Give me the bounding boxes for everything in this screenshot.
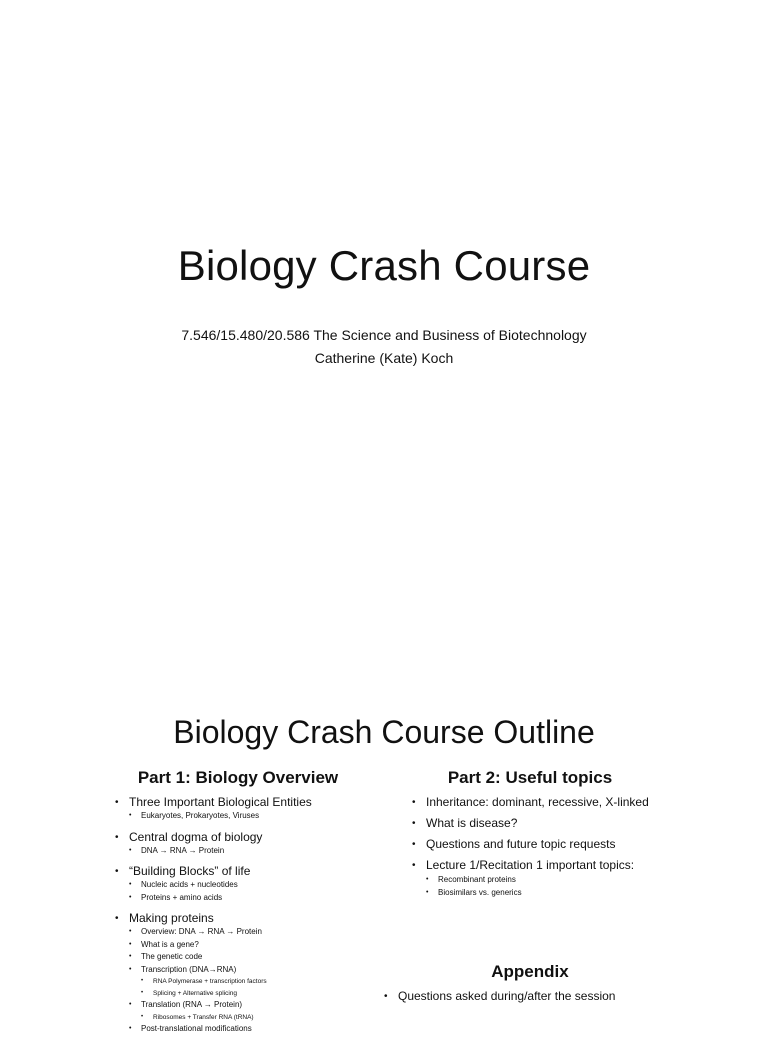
list-item: • Recombinant proteins	[426, 874, 712, 887]
part2-heading: Part 2: Useful topics	[447, 768, 613, 787]
list-item: • Nucleic acids + nucleotides	[129, 879, 395, 892]
appendix-heading: Appendix	[491, 962, 569, 981]
list-item: • Ribosomes + Transfer RNA (tRNA)	[141, 1012, 395, 1024]
list-item: • Splicing + Alternative splicing	[141, 988, 395, 1000]
list-item: • Overview: DNA → RNA → Protein	[129, 926, 395, 939]
sub-list	[115, 845, 395, 858]
list-item: • Central dogma of biology	[115, 830, 395, 845]
slide-title: Biology Crash Course	[177, 242, 591, 289]
list-item: • “Building Blocks” of life	[115, 864, 395, 879]
outline-slide	[0, 640, 768, 1033]
part2-list	[412, 795, 712, 906]
list-item: • The genetic code	[129, 951, 395, 964]
list-item: • Three Important Biological Entities	[115, 795, 395, 810]
sub-list	[115, 810, 395, 823]
list-item: • RNA Polymerase + transcription factors	[141, 976, 395, 988]
sub-list	[115, 926, 395, 1036]
list-item: • DNA → RNA → Protein	[129, 845, 395, 858]
list-item: • What is disease?	[412, 816, 712, 831]
course-subtitle: 7.546/15.480/20.586 The Science and Business of Biotechnology	[181, 327, 587, 343]
list-item: • Proteins + amino acids	[129, 892, 395, 905]
author-name: Catherine (Kate) Koch	[314, 350, 454, 366]
list-item: • Post-translational modifications	[129, 1023, 395, 1036]
sub-list	[129, 976, 395, 999]
sub-list	[115, 879, 395, 904]
list-item: • Biosimilars vs. generics	[426, 887, 712, 900]
list-item: • Lecture 1/Recitation 1 important topics:	[412, 858, 712, 873]
list-item: • Questions and future topic requests	[412, 837, 712, 852]
list-item: • Eukaryotes, Prokaryotes, Viruses	[129, 810, 395, 823]
part1-heading: Part 1: Biology Overview	[137, 768, 339, 787]
sub-list	[129, 1012, 395, 1024]
sub-list	[412, 874, 712, 899]
list-item: • Translation (RNA → Protein)	[129, 999, 395, 1012]
list-item: • What is a gene?	[129, 939, 395, 952]
part1-list	[115, 795, 395, 1043]
list-item: • Transcription (DNA→RNA)	[129, 964, 395, 977]
list-item: • Inheritance: dominant, recessive, X-linked	[412, 795, 712, 810]
list-item: • Questions asked during/after the session	[384, 989, 724, 1004]
list-item: • Making proteins	[115, 911, 395, 926]
outline-title: Biology Crash Course Outline	[173, 714, 595, 750]
appendix-list	[384, 989, 724, 1004]
